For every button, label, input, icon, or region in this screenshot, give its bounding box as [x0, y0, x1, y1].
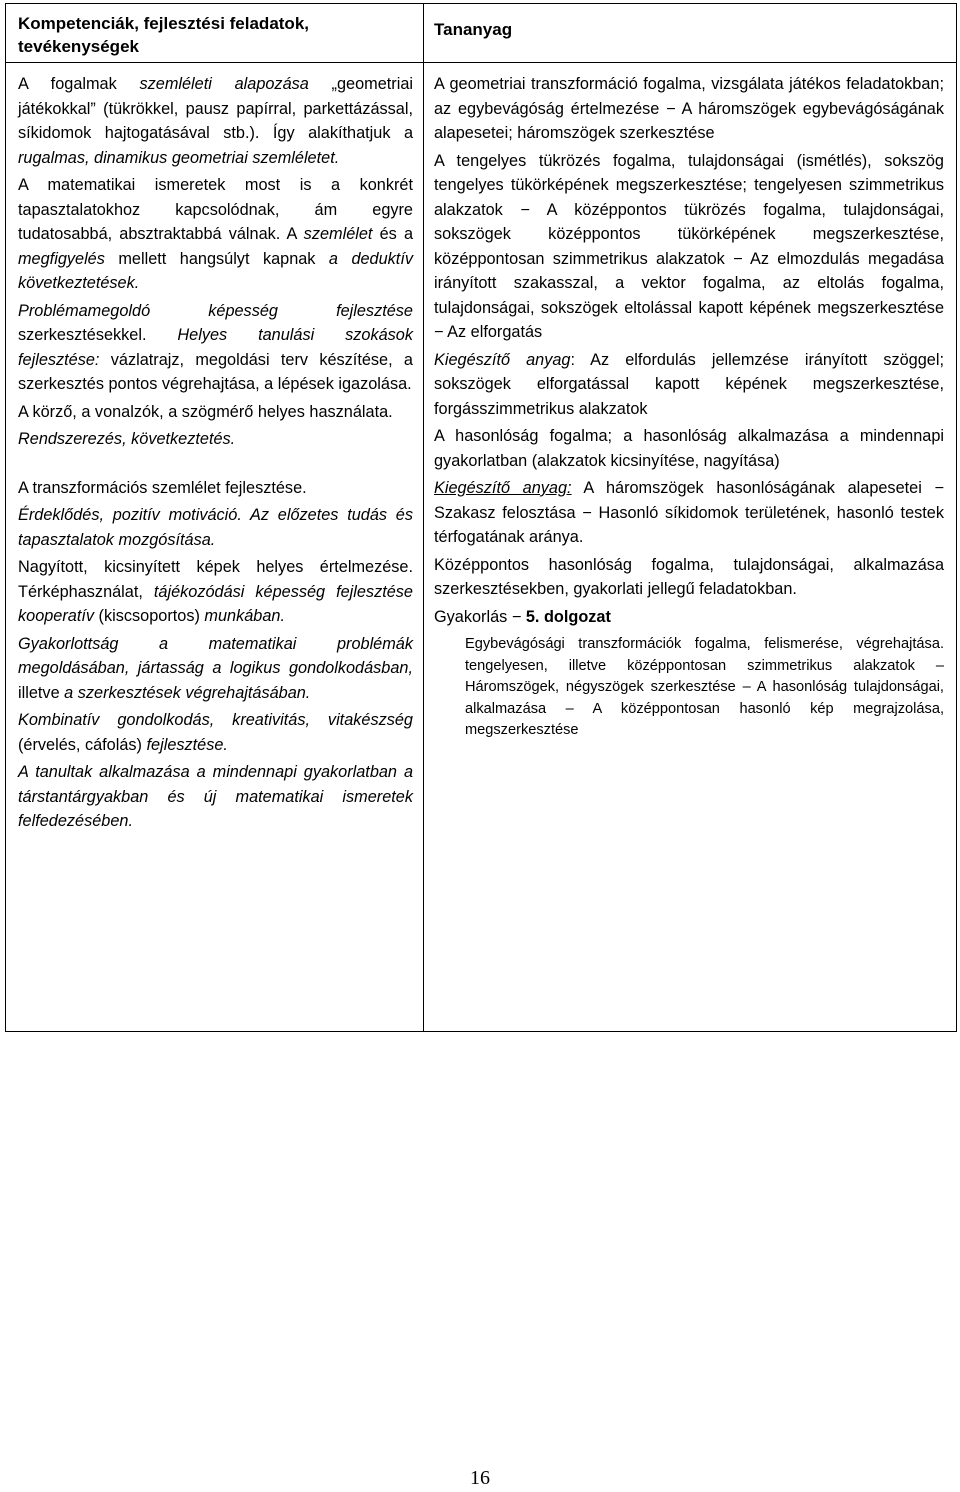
competencies-body: [6, 63, 423, 837]
content-column: [424, 4, 956, 1031]
competency-paragraph: Érdeklődés, pozitív motiváció. Az előzetes tudás és tapasztalatok mozgósítása.: [18, 506, 413, 549]
content-body: [424, 63, 956, 742]
content-paragraph: Középpontos hasonlóság fogalma, tulajdonságai, alkalmazása szerkesztésekben, gyakorlati jellegű feladatokban.: [434, 555, 944, 598]
competency-paragraph: Nagyított, kicsinyített képek helyes értelmezése. Térképhasználat, tájékozódási képesség fejlesztése kooperatív (kiscsoportos) munkában.: [18, 558, 413, 625]
content-paragraph: A geometriai transzformáció fogalma, vizsgálata játékos feladatokban; az egybevágóság értelmezése − A háromszögek egybevágóságának alapesetei; háromszögek szerkesztése: [434, 75, 944, 142]
content-paragraph: Kiegészítő anyag: Az elfordulás jellemzése irányított szöggel; sokszögek elforgatással kapott képének megszerkesztése, forgásszimmetrikus alakzatok: [434, 350, 944, 418]
test-topics: Egybevágósági transzformációk fogalma, felismerése, végrehajtása. tengelyesen, illetve középpontosan szimmetrikus alakzatok – Háromszögek, négyszögek szerkesztése – A hasonlóság tulajdonságai, alkalmazása – A középpontosan hasonló kép megrajzolása, megszerkesztése: [465, 636, 944, 738]
competency-paragraph: A matematikai ismeretek most is a konkrét tapasztalatokhoz kapcsolódnak, ám egyre tudatosabbá, absztraktabbá válnak. A szemlélet és a megfigyelés mellett hangsúlyt kapnak a deduktív következtetések.: [18, 176, 413, 292]
competencies-column: [6, 4, 424, 1031]
content-paragraph: Kiegészítő anyag: A háromszögek hasonlóságának alapesetei − Szakasz felosztása − Hasonló síkidomok területének, hasonló testek térfogatának aránya.: [434, 479, 944, 546]
competency-paragraph: A tanultak alkalmazása a mindennapi gyakorlatban a társtantárgyakban és új matematikai ismeretek felfedezésében.: [18, 763, 413, 830]
supplementary-label: Kiegészítő anyag:: [434, 479, 572, 497]
content-paragraph: A hasonlóság fogalma; a hasonlóság alkalmazása a mindennapi gyakorlatban (alakzatok kicsinyítése, nagyítása): [434, 427, 944, 470]
content-paragraph: A tengelyes tükrözés fogalma, tulajdonságai (ismétlés), sokszög tengelyes tükörképének megszerkesztése; tengelyesen szimmetrikus alakzatok − A középpontos tükrözés fogalma, tulajdonságai, sokszögek középpontos tükörképének megszerkesztése, középpontosan szimmetrikus alakzatok − Az elmozdulás megadása irányított szakasszal, a vektor fogalma, az eltolás fogalma, tulajdonságai, sokszögek eltolással kapott képének megszerkesztése − Az elforgatás: [434, 151, 944, 341]
competency-paragraph: Problémamegoldó képesség fejlesztése szerkesztésekkel. Helyes tanulási szokások fejlesztése: vázlatrajz, megoldási terv készítése, a szerkesztés pontos végrehajtása, a lépések igazolása.: [18, 301, 413, 393]
competency-paragraph: Rendszerezés, következtetés.: [18, 430, 236, 448]
content-header: Tananyag: [424, 4, 956, 63]
test-label: 5. dolgozat: [525, 607, 611, 626]
curriculum-table: [5, 3, 957, 1032]
competency-paragraph: A fogalmak szemléleti alapozása „geometriai játékokkal” (tükrökkel, pausz papírral, parkettázással, síkidomok hajtogatásával stb.). Így alakíthatjuk a rugalmas, dinamikus geometriai szemléletet.: [18, 75, 413, 167]
practice-test-line: Gyakorlás − 5. dolgozat: [434, 607, 611, 626]
competency-paragraph: A transzformációs szemlélet fejlesztése.: [18, 478, 307, 497]
competencies-header: Kompetenciák, fejlesztési feladatok, tevékenységek: [6, 4, 423, 63]
page-number: 16: [470, 1467, 490, 1489]
competency-paragraph: Gyakorlottság a matematikai problémák megoldásában, jártasság a logikus gondolkodásban, illetve a szerkesztések végrehajtásában.: [18, 634, 413, 702]
supplementary-label: Kiegészítő anyag: [434, 350, 571, 369]
competency-paragraph: Kombinatív gondolkodás, kreativitás, vitakészség (érvelés, cáfolás) fejlesztése.: [18, 711, 413, 754]
competency-paragraph: A körző, a vonalzók, a szögmérő helyes használata.: [18, 402, 393, 421]
